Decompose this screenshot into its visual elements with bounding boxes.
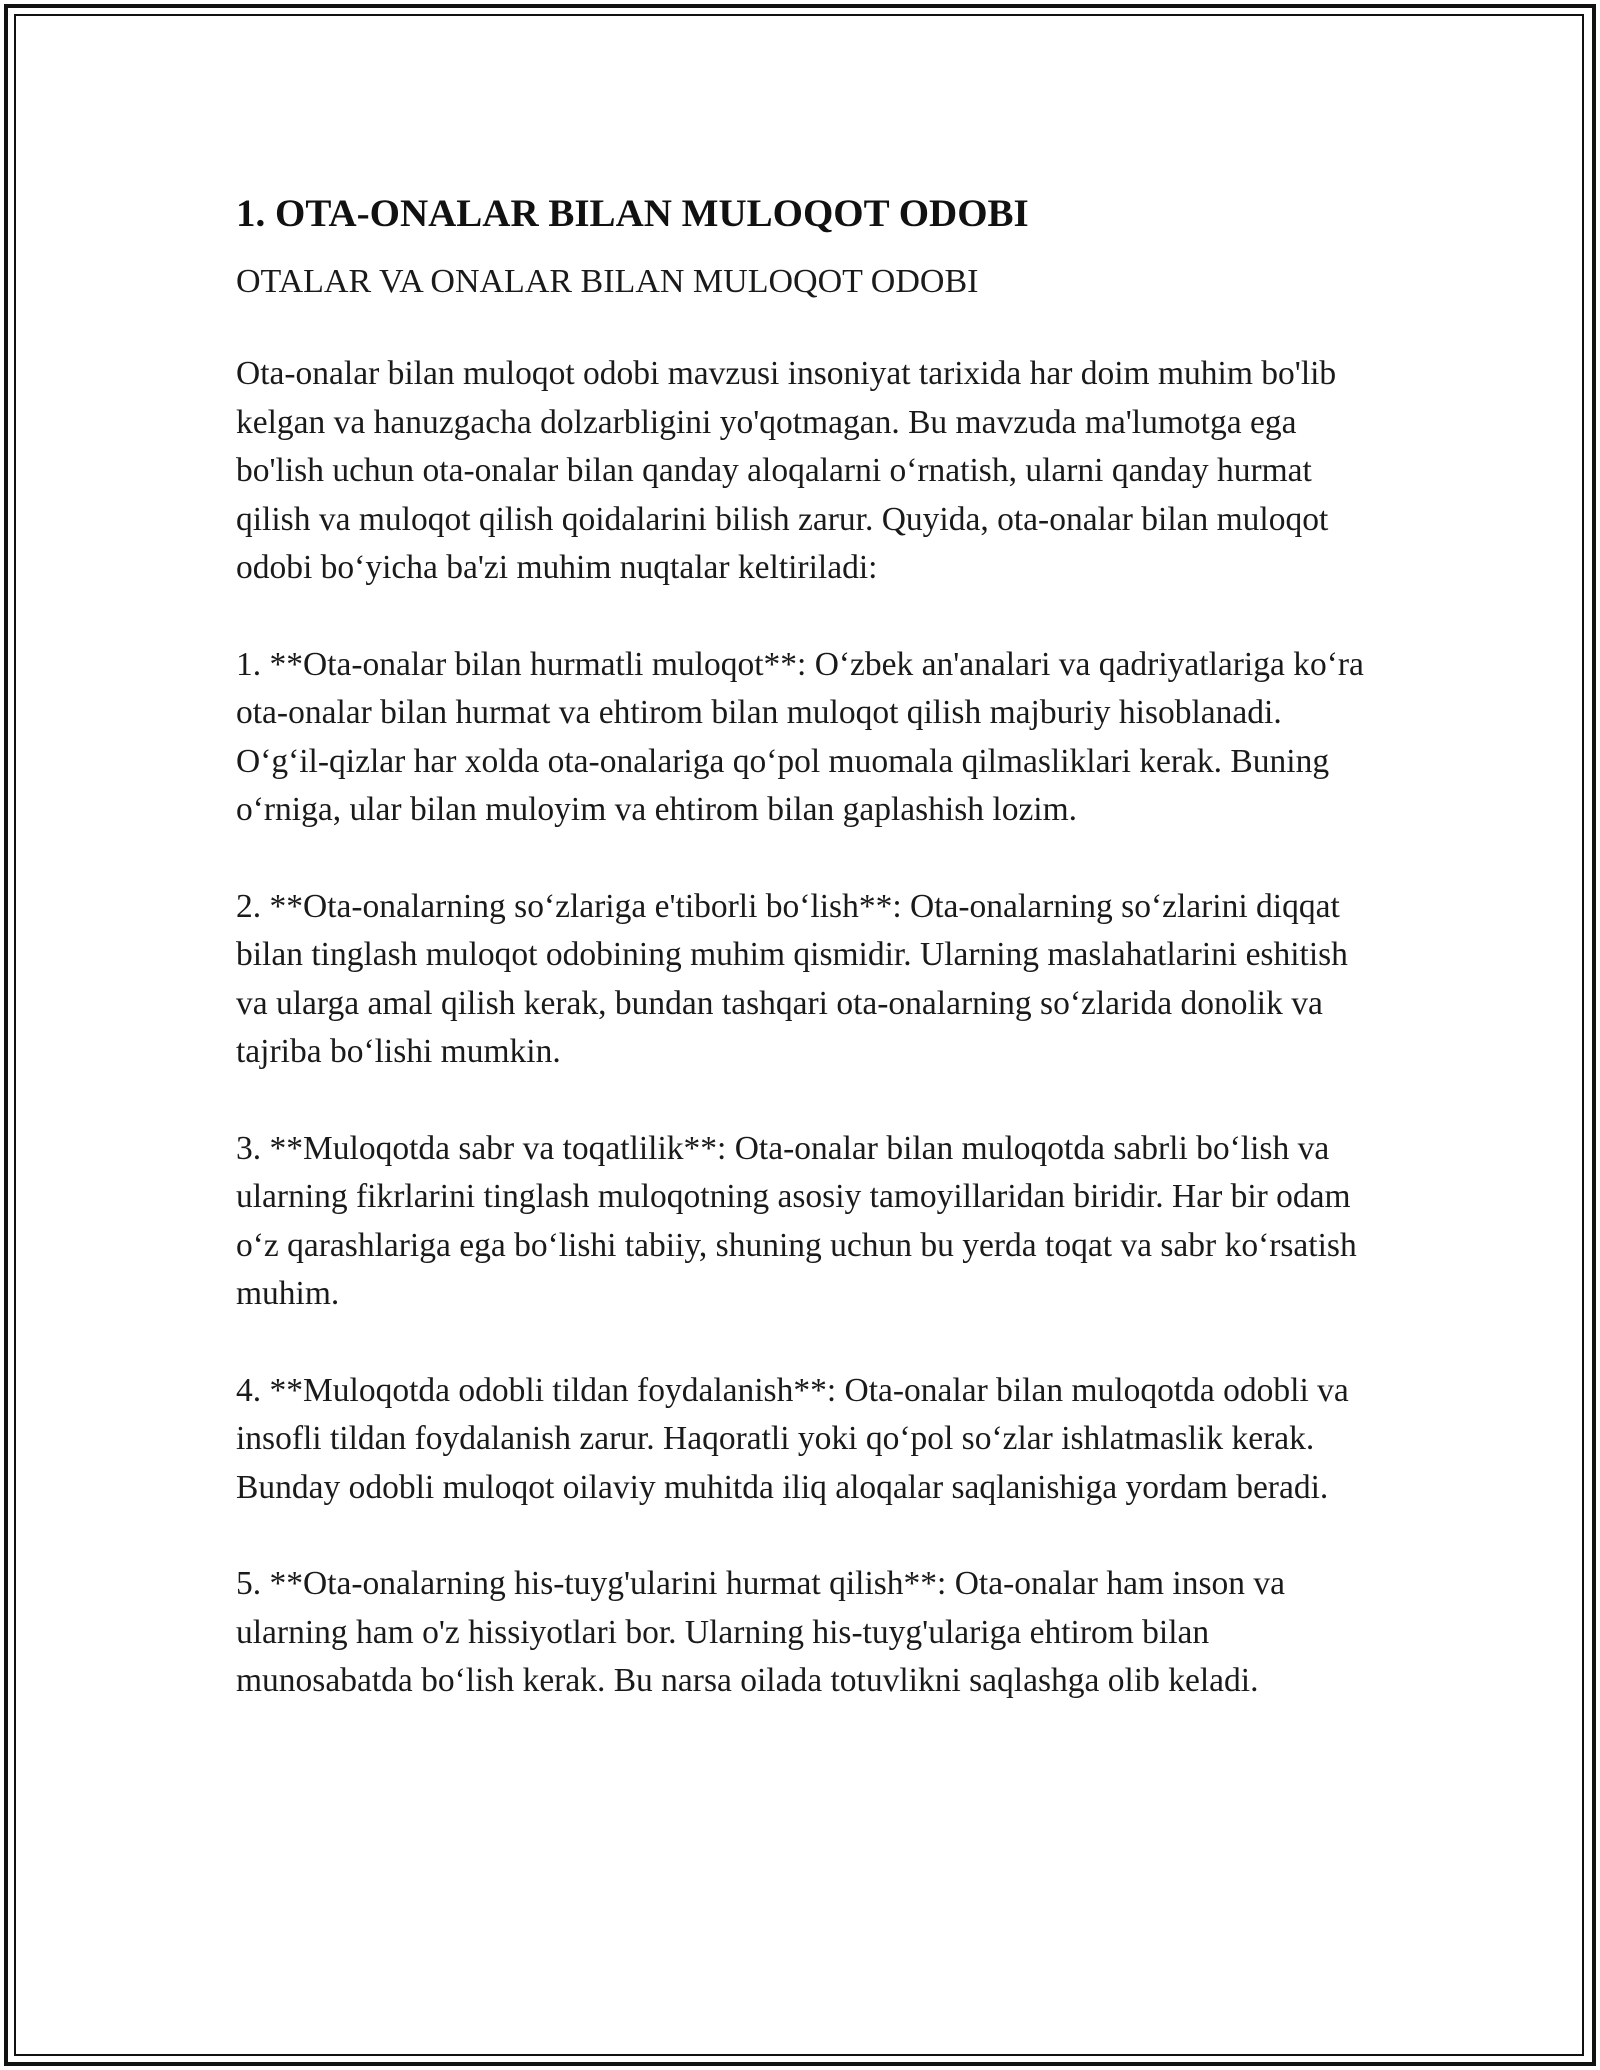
list-item-2: 2. **Ota-onalarning so‘zlariga e'tiborli bo‘lish**: Ota-onalarning so‘zlarini diqqat bilan tinglash muloqot odobining muhim qismidir. Ularning maslahatlarini eshitish va ularga amal qilish kerak, bundan tashqari ota-onalarning so‘zlarida donolik va tajriba bo‘lishi mumkin.: [236, 887, 1348, 1070]
intro-paragraph: Ota-onalar bilan muloqot odobi mavzusi insoniyat tarixida har doim muhim bo'lib kelgan va hanuzgacha dolzarbligini yo'qotmagan. Bu mavzuda ma'lumotga ega bo'lish uchun ota-onalar bilan qanday aloqalarni o‘rnatish, ularni qanday hurmat qilish va muloqot qilish qoidalarini bilish zarur. Quyida, ota-onalar bilan muloqot odobi bo‘yicha ba'zi muhim nuqtalar keltiriladi:: [236, 355, 1337, 586]
list-item-1: 1. **Ota-onalar bilan hurmatli muloqot**: O‘zbek an'analari va qadriyatlariga ko‘ra ota-onalar bilan hurmat va ehtirom bilan muloqot qilish majburiy hisoblanadi. O‘g‘il-qizlar har xolda ota-onalariga qo‘pol muomala qilmasliklari kerak. Buning o‘rniga, ular bilan muloyim va ehtirom bilan gaplashish lozim.: [236, 645, 1364, 828]
document-subtitle: OTALAR VA ONALAR BILAN MULOQOT ODOBI: [236, 263, 979, 300]
list-item-3: 3. **Muloqotda sabr va toqatlilik**: Ota-onalar bilan muloqotda sabrli bo‘lish va ularning fikrlarini tinglash muloqotning asosiy tamoyillaridan biridir. Har bir odam o‘z qarashlariga ega bo‘lishi tabiiy, shuning uchun bu yerda toqat va sabr ko‘rsatish muhim.: [236, 1129, 1357, 1312]
document-title: 1. OTA-ONALAR BILAN MULOQOT ODOBI: [236, 192, 1029, 235]
list-item-4: 4. **Muloqotda odobli tildan foydalanish**: Ota-onalar bilan muloqotda odobli va insofli tildan foydalanish zarur. Haqoratli yoki qo‘pol so‘zlar ishlatmaslik kerak. Bunday odobli muloqot oilaviy muhitda iliq aloqalar saqlanishiga yordam beradi.: [236, 1371, 1349, 1506]
list-item-5: 5. **Ota-onalarning his-tuyg'ularini hurmat qilish**: Ota-onalar ham inson va ularning ham o'z hissiyotlari bor. Ularning his-tuyg'ulariga ehtirom bilan munosabatda bo‘lish kerak. Bu narsa oilada totuvlikni saqlashga olib keladi.: [236, 1565, 1285, 1699]
document-body: [236, 186, 1376, 1706]
